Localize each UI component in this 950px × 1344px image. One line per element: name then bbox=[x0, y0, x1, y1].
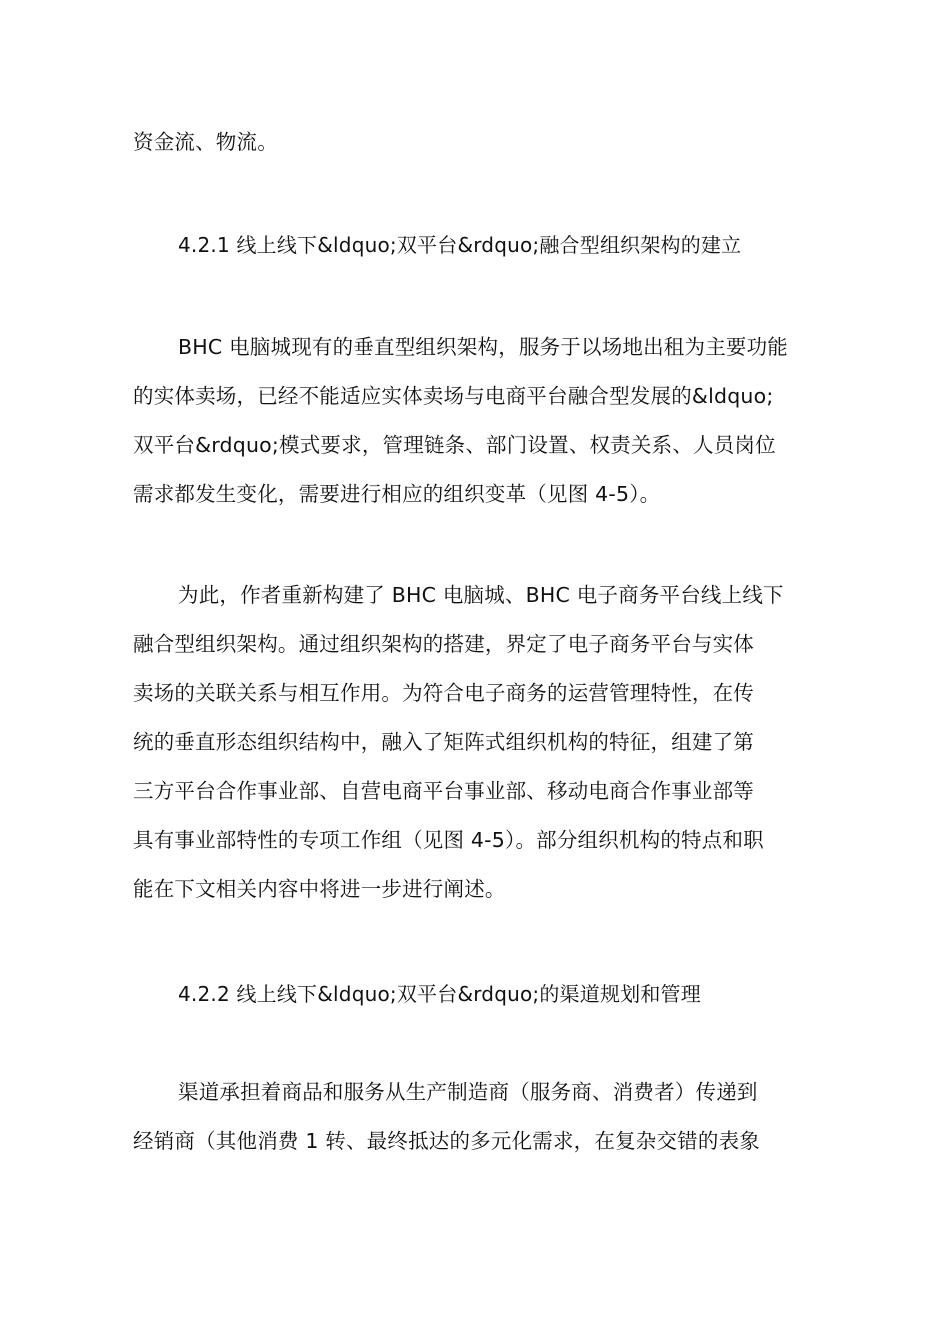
paragraph-line: 为此，作者重新构建了 BHC 电脑城、BHC 电子商务平台线上线下 bbox=[178, 583, 784, 607]
paragraph-line: 需求都发生变化，需要进行相应的组织变革（见图 4-5）。 bbox=[133, 482, 661, 506]
paragraph-line: 的实体卖场，已经不能适应实体卖场与电商平台融合型发展的&ldquo; bbox=[133, 384, 774, 408]
section-heading-4-2-2: 4.2.2 线上线下&ldquo;双平台&rdquo;的渠道规划和管理 bbox=[178, 982, 701, 1006]
paragraph-line: 三方平台合作事业部、自营电商平台事业部、移动电商合作事业部等 bbox=[133, 779, 754, 803]
paragraph-line: 能在下文相关内容中将进一步进行阐述。 bbox=[133, 877, 506, 901]
section-heading-4-2-1: 4.2.1 线上线下&ldquo;双平台&rdquo;融合型组织架构的建立 bbox=[178, 233, 742, 257]
paragraph-line: 统的垂直形态组织结构中，融入了矩阵式组织机构的特征，组建了第 bbox=[133, 730, 754, 754]
paragraph-line: 资金流、物流。 bbox=[133, 130, 278, 154]
paragraph-line: 双平台&rdquo;模式要求，管理链条、部门设置、权责关系、人员岗位 bbox=[133, 433, 776, 457]
paragraph-line: 经销商（其他消费 1 转、最终抵达的多元化需求，在复杂交错的表象 bbox=[133, 1129, 760, 1153]
paragraph-line: 渠道承担着商品和服务从生产制造商（服务商、消费者）传递到 bbox=[178, 1080, 758, 1104]
paragraph-line: 卖场的关联关系与相互作用。为符合电子商务的运营管理特性，在传 bbox=[133, 681, 754, 705]
paragraph-line: 融合型组织架构。通过组织架构的搭建，界定了电子商务平台与实体 bbox=[133, 632, 754, 656]
paragraph-line: 具有事业部特性的专项工作组（见图 4-5）。部分组织机构的特点和职 bbox=[133, 828, 764, 852]
paragraph-line: BHC 电脑城现有的垂直型组织架构，服务于以场地出租为主要功能 bbox=[178, 335, 789, 359]
